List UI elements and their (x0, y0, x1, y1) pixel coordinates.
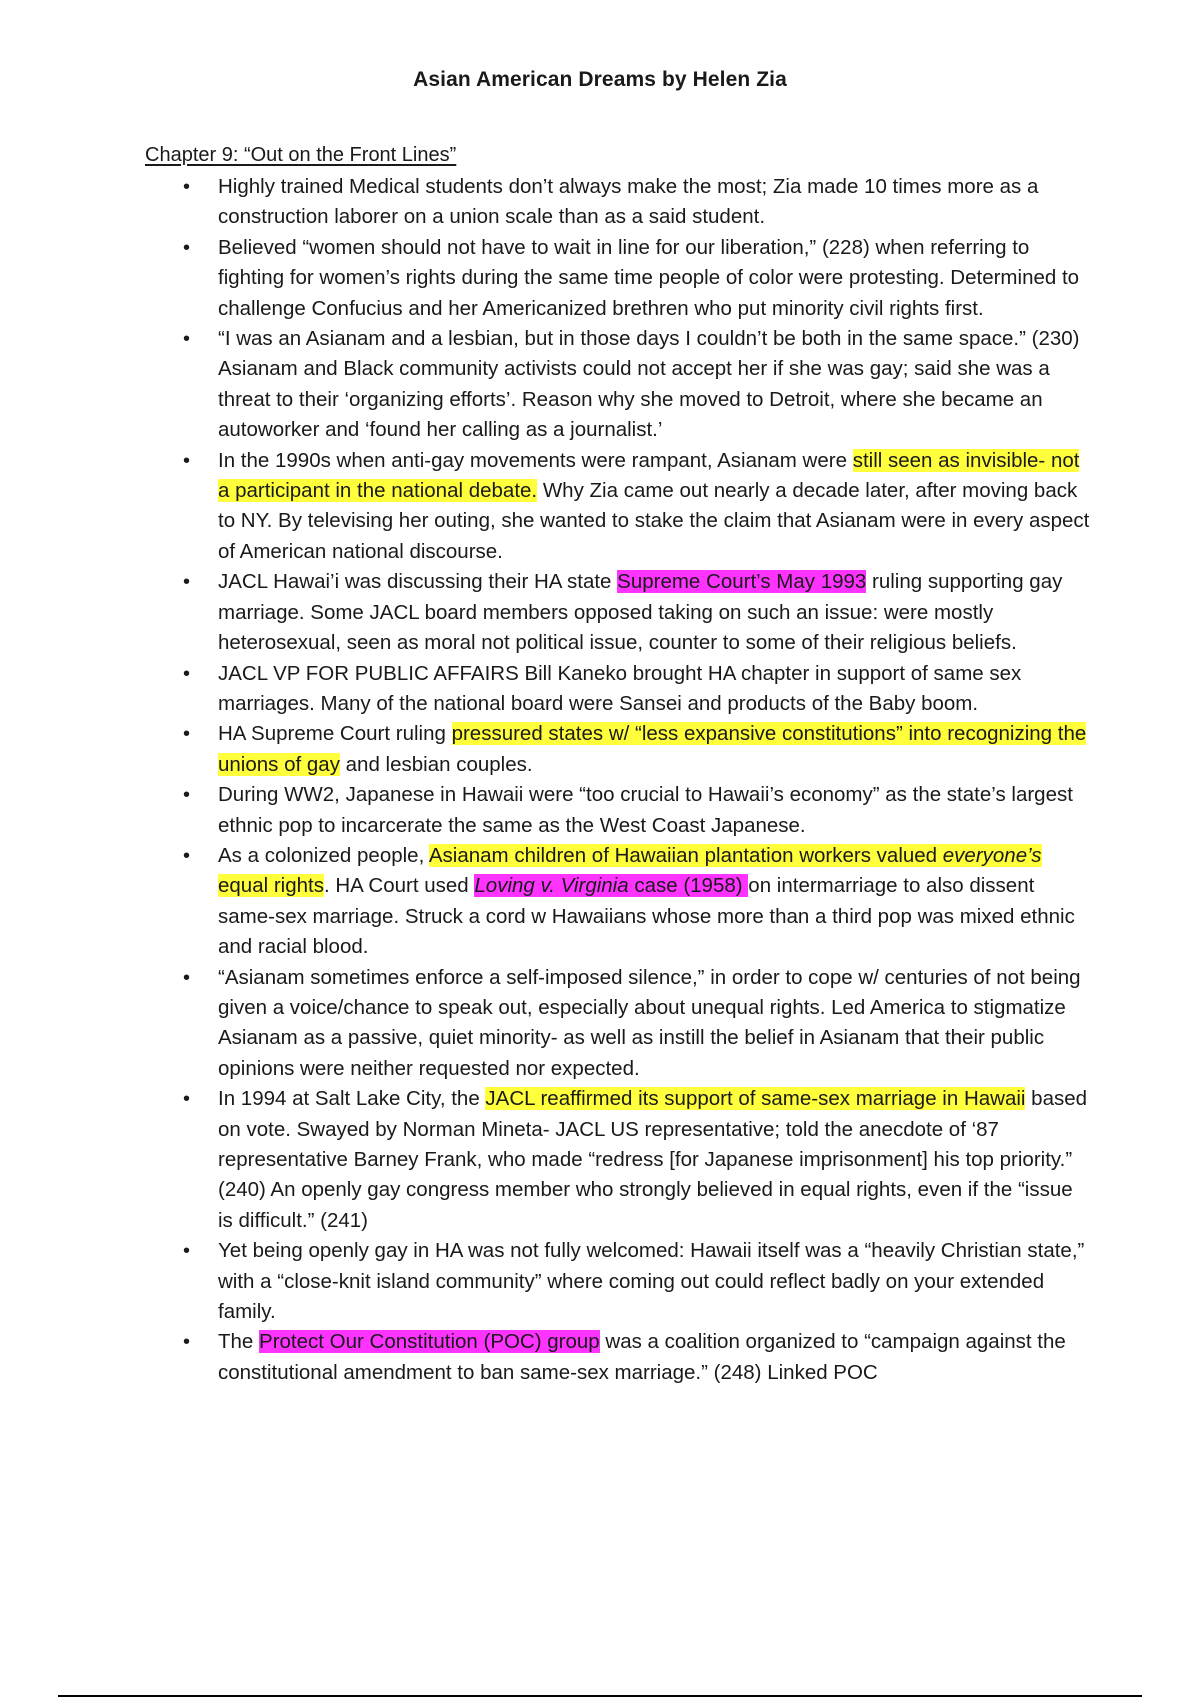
bullet-item (145, 567, 1093, 658)
yellow-highlight-text: everyone’s (942, 843, 1042, 867)
bullet-text: In the 1990s when anti-gay movements were rampant, Asianam were (218, 448, 853, 472)
bullet-text: on intermarriage to also dissent same-sex marriage. Struck a cord w Hawaiians whose more than a third pop was mixed ethnic and racial blood. (218, 874, 1075, 959)
bullet-dot-icon: • (183, 176, 191, 198)
bullet-text: JACL Hawai’i was discussing their HA state (218, 570, 618, 594)
magenta-highlight-text: Supreme Court’s May 1993 (617, 570, 867, 594)
bullet-item (145, 446, 1093, 568)
bullet-dot-icon: • (183, 844, 191, 867)
chapter-heading: Chapter 9: “Out on the Front Lines” (145, 144, 457, 166)
bullet-text: and lesbian couples. (339, 752, 533, 776)
bullet-item (145, 172, 1093, 233)
bullet-text: As a colonized people, (218, 843, 429, 867)
notes-bullet-list (145, 172, 1093, 1388)
bullet-dot-icon: • (183, 723, 191, 746)
bullet-text: Highly trained Medical students don’t always make the most; Zia made 10 times more as a construction laborer on a union scale than as a said student. (218, 175, 1039, 229)
bullet-text: During WW2, Japanese in Hawaii were “too crucial to Hawaii’s economy” as the state’s largest ethnic pop to incarcerate the same as the West Coast Japanese. (218, 783, 1073, 837)
bullet-text: “Asianam sometimes enforce a self-imposed silence,” in order to cope w/ centuries of not being given a voice/chance to speak out, especially about unequal rights. Led America to stigmatize Asianam as a passive, quiet minority- as well as instill the belief in Asianam that their public opinions were neither requested nor expected. (218, 965, 1081, 1080)
bullet-item (145, 1327, 1093, 1388)
bullet-item (145, 719, 1093, 780)
bullet-dot-icon: • (183, 571, 191, 594)
yellow-highlight-text: Asianam children of Hawaiian plantation workers valued (428, 843, 943, 867)
bullet-dot-icon: • (183, 449, 191, 472)
magenta-highlight-text: case (1958) (628, 874, 749, 898)
bullet-item (145, 1084, 1093, 1236)
bullet-item (145, 659, 1093, 720)
bullet-text: based on vote. Swayed by Norman Mineta- JACL US representative; told the anecdote of ‘87 representative Barney Frank, who made “redress [for Japanese imprisonment] his top priority.” (240) An openly gay congress member who strongly believed in equal rights, even if the “issue is difficult.” (241) (218, 1087, 1088, 1232)
yellow-highlight-text: JACL reaffirmed its support of same-sex marriage in Hawaii (485, 1087, 1026, 1111)
bullet-dot-icon: • (183, 1240, 191, 1263)
bullet-text: Why Zia came out nearly a decade later, after moving back to NY. By televising her outing, she wanted to stake the claim that Asianam were in every aspect of American national discourse. (218, 479, 1090, 563)
magenta-highlight-text: Protect Our Constitution (POC) group (259, 1330, 600, 1354)
yellow-highlight-text: still seen as invisible- not a participant in the national debate. (218, 448, 1080, 503)
bullet-dot-icon: • (183, 966, 191, 989)
bullet-text: In 1994 at Salt Lake City, the (218, 1087, 486, 1111)
bullet-item (145, 780, 1093, 841)
bullet-text: Believed “women should not have to wait in line for our liberation,” (228) when referring to fighting for women’s rights during the same time people of color were protesting. Determined to challenge Confucius and her Americanized brethren who put minority civil rights first. (218, 235, 1080, 320)
bullet-dot-icon: • (183, 328, 191, 351)
bullet-item (145, 1236, 1093, 1327)
bullet-item (145, 324, 1093, 446)
bullet-dot-icon: • (183, 236, 191, 259)
bullet-item (145, 233, 1093, 324)
document-title: Asian American Dreams by Helen Zia (413, 68, 787, 91)
bullet-dot-icon: • (183, 1331, 191, 1354)
bullet-text: ruling supporting gay marriage. Some JACL board members opposed taking on such an issue: were mostly heterosexual, seen as moral not political issue, counter to some of their religious beliefs. (218, 570, 1063, 655)
bullet-text: was a coalition organized to “campaign against the constitutional amendment to ban same-sex marriage.” (248) Linked POC (218, 1330, 1066, 1384)
bullet-text: JACL VP FOR PUBLIC AFFAIRS Bill Kaneko brought HA chapter in support of same sex marriages. Many of the national board were Sansei and products of the Baby boom. (218, 661, 1022, 715)
yellow-highlight-text: pressured states w/ “less expansive constitutions” into recognizing the unions of gay (218, 722, 1087, 776)
bullet-text: HA Supreme Court ruling (218, 722, 452, 746)
bullet-text: The (218, 1330, 260, 1354)
bullet-text: . HA Court used (323, 874, 475, 898)
magenta-highlight-text: Loving v. Virginia (474, 874, 629, 898)
bullet-dot-icon: • (183, 662, 191, 685)
bullet-dot-icon: • (183, 1088, 191, 1111)
page-bottom-divider (58, 1695, 1142, 1697)
bullet-item (145, 963, 1093, 1085)
bullet-item (145, 841, 1093, 963)
bullet-dot-icon: • (183, 784, 191, 807)
yellow-highlight-text: equal rights (218, 874, 324, 898)
bullet-text: Yet being openly gay in HA was not fully welcomed: Hawaii itself was a “heavily Christian state,” with a “close-knit island community” where coming out could reflect badly on your extended family. (218, 1239, 1085, 1324)
bullet-text: “I was an Asianam and a lesbian, but in those days I couldn’t be both in the same space.” (230) Asianam and Black community activists could not accept her if she was gay; said she was a threat to their ‘organizing efforts’. Reason why she moved to Detroit, where she became an autoworker and ‘found her calling as a journalist.’ (218, 327, 1080, 442)
